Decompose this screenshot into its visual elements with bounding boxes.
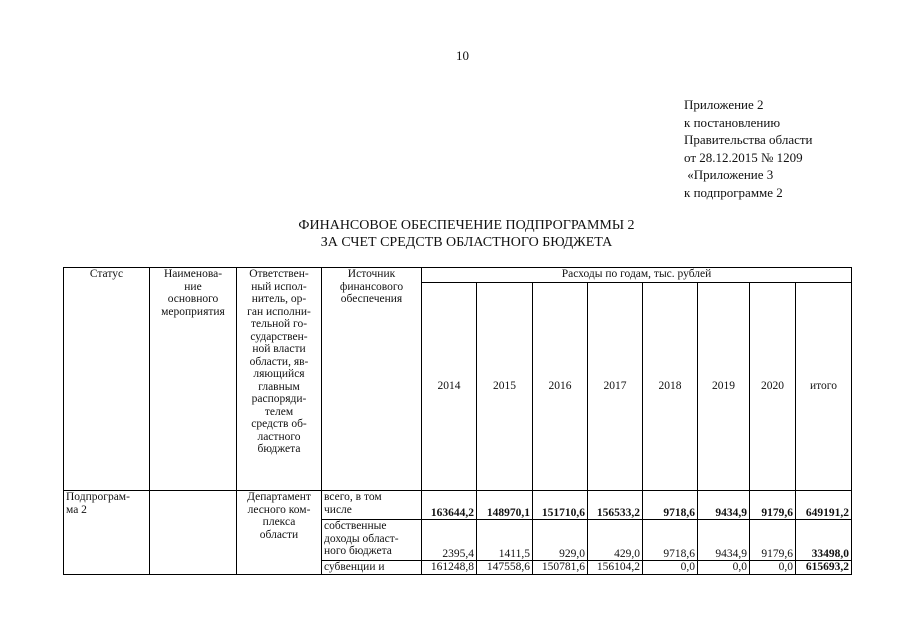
header-year: 2017 <box>588 283 643 491</box>
cell-total: 615693,2 <box>796 561 852 575</box>
cell-value: 429,0 <box>588 520 643 561</box>
cell-value: 161248,8 <box>422 561 477 575</box>
header-activity-name: Наименова- ние основного мероприятия <box>150 268 237 491</box>
page-number: 10 <box>456 48 469 63</box>
cell-value: 2395,4 <box>422 520 477 561</box>
cell-value: 9718,6 <box>643 491 698 520</box>
cell-value: 9179,6 <box>750 491 796 520</box>
appendix-line: к постановлению <box>684 114 781 130</box>
cell-total: 33498,0 <box>796 520 852 561</box>
header-funding-source: Источник финансового обеспечения <box>322 268 422 491</box>
cell-value: 9434,9 <box>698 491 750 520</box>
cell-responsible: Департамент лесного ком- плекса области <box>237 491 322 575</box>
document-title <box>0 217 905 251</box>
cell-value: 9434,9 <box>698 520 750 561</box>
appendix-line: к подпрограмме 2 <box>684 184 783 200</box>
appendix-line: Правительства области <box>684 132 813 147</box>
appendix-line: Приложение 2 <box>684 97 764 112</box>
cell-value: 150781,6 <box>533 561 588 575</box>
header-year: 2020 <box>750 283 796 491</box>
header-responsible: Ответствен- ный испол- нитель, ор- ган исполни- тельной го- сударствен- ной власти области, яв- ляющийся главным распоряди- телем средств об- ластного бюджета <box>237 268 322 491</box>
header-year: 2019 <box>698 283 750 491</box>
cell-value: 148970,1 <box>477 491 533 520</box>
header-year: 2018 <box>643 283 698 491</box>
cell-value: 147558,6 <box>477 561 533 575</box>
cell-total: 649191,2 <box>796 491 852 520</box>
cell-value: 156104,2 <box>588 561 643 575</box>
cell-source: собственные доходы област- ного бюджета <box>322 520 422 561</box>
cell-value: 0,0 <box>643 561 698 575</box>
cell-value: 0,0 <box>698 561 750 575</box>
financing-table <box>63 267 852 575</box>
appendix-line: «Приложение 3 <box>684 167 774 182</box>
cell-value: 0,0 <box>750 561 796 575</box>
appendix-line: от 28.12.2015 № 1209 <box>684 149 803 165</box>
header-expenses: Расходы по годам, тыс. рублей <box>422 268 852 283</box>
cell-value: 1411,5 <box>477 520 533 561</box>
cell-source: субвенции и <box>322 561 422 575</box>
header-year: 2014 <box>422 283 477 491</box>
header-total: итого <box>796 283 852 491</box>
cell-value: 929,0 <box>533 520 588 561</box>
header-year: 2015 <box>477 283 533 491</box>
table-row <box>64 491 852 520</box>
cell-status: Подпрограм- ма 2 <box>64 491 150 575</box>
title-line: ФИНАНСОВОЕ ОБЕСПЕЧЕНИЕ ПОДПРОГРАММЫ 2 <box>298 218 635 233</box>
appendix-note <box>684 96 813 201</box>
header-year: 2016 <box>533 283 588 491</box>
cell-activity-name <box>150 491 237 575</box>
cell-value: 156533,2 <box>588 491 643 520</box>
cell-value: 9718,6 <box>643 520 698 561</box>
title-line: ЗА СЧЕТ СРЕДСТВ ОБЛАСТНОГО БЮДЖЕТА <box>320 235 613 250</box>
cell-value: 151710,6 <box>533 491 588 520</box>
cell-value: 163644,2 <box>422 491 477 520</box>
cell-source: всего, в том числе <box>322 491 422 520</box>
header-status: Статус <box>64 268 150 491</box>
cell-value: 9179,6 <box>750 520 796 561</box>
